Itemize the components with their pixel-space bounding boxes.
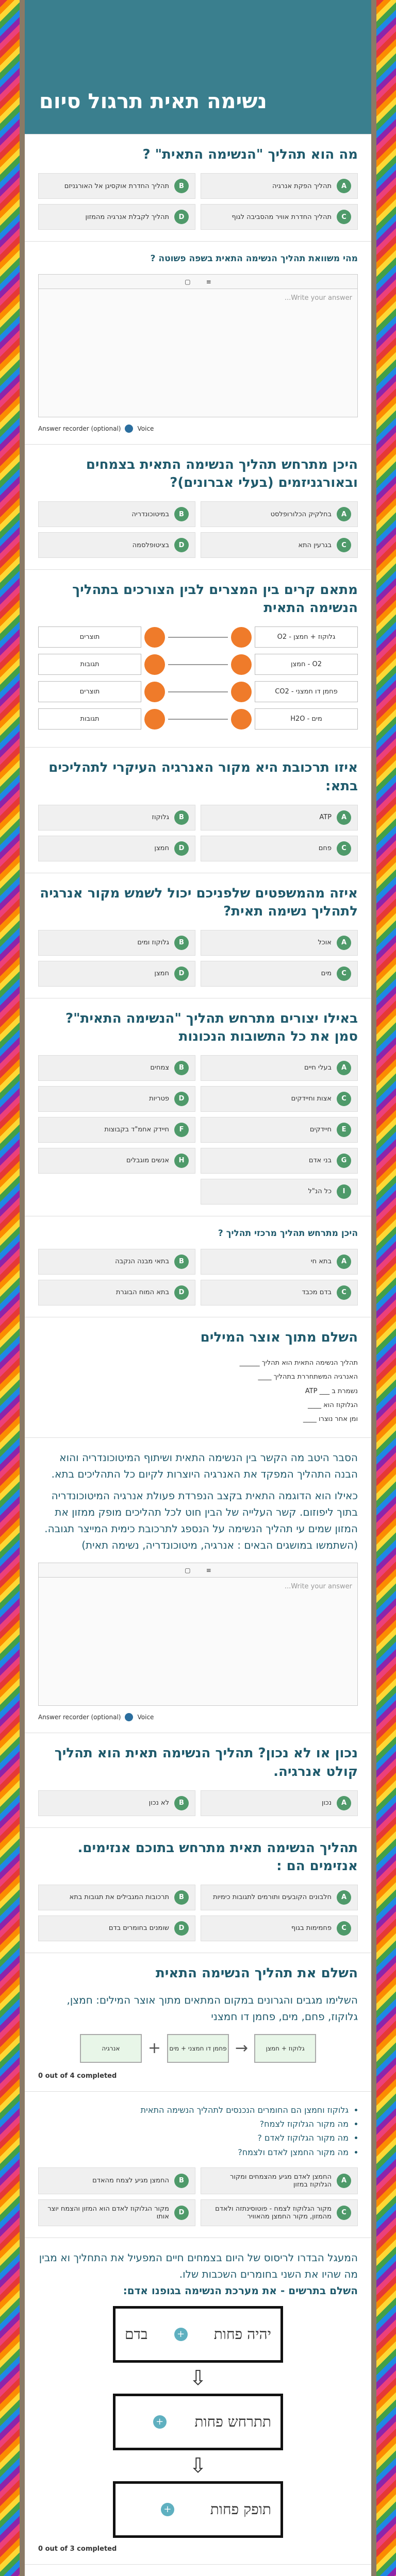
option-label: כל הנ"ל (308, 1188, 332, 1196)
option-letter: B (174, 810, 189, 825)
option-label: חמצן (154, 844, 169, 853)
options-grid (38, 930, 358, 987)
option[interactable] (201, 961, 358, 987)
flow-box[interactable] (113, 2394, 283, 2450)
option-letter: B (174, 1796, 189, 1810)
option-label: נכון (321, 1799, 332, 1807)
option-label: תרכובות המגבילים את תגובות בתא (69, 1893, 169, 1902)
option[interactable] (38, 1280, 195, 1306)
arrow-icon: → (235, 2039, 249, 2058)
question-8 (25, 1216, 371, 1317)
option[interactable] (38, 961, 195, 987)
option-letter: A (337, 179, 351, 193)
flow-side-label: בדם (125, 2325, 148, 2343)
option-letter: H (174, 1154, 189, 1168)
option[interactable] (201, 1885, 358, 1910)
flow-box[interactable] (113, 2481, 283, 2538)
option-letter: A (337, 1255, 351, 1269)
option[interactable] (38, 1117, 195, 1143)
option-letter: C (337, 538, 351, 552)
question-14 (25, 2091, 371, 2238)
option-letter: A (337, 2174, 351, 2188)
option-label: בתא המוח הבוגרת (116, 1289, 169, 1297)
option[interactable] (201, 1148, 358, 1174)
match-left-item[interactable]: תגובות (38, 708, 141, 730)
plus-icon: + (147, 2039, 161, 2058)
option-label: החמצן לאדם מגיע מהצמחים ומקור הגלוקוז במזון (230, 2173, 332, 2189)
question-1 (25, 134, 371, 241)
voice-label: Voice (137, 1714, 154, 1721)
match-line (168, 719, 228, 720)
option-letter: B (174, 936, 189, 950)
question-2 (25, 241, 371, 444)
option[interactable] (201, 501, 358, 527)
bullet-item: • מה מקור הגלוקוז לאדם ? (38, 2131, 349, 2145)
option-label: מים (321, 970, 332, 978)
option[interactable] (38, 532, 195, 558)
option[interactable] (201, 532, 358, 558)
option-letter: D (174, 967, 189, 981)
option[interactable] (38, 173, 195, 199)
option-letter: E (337, 1123, 351, 1137)
option[interactable] (38, 1249, 195, 1275)
option-label: חלבונים הקובעים ותורמים לתגובות כימיות (212, 1893, 332, 1902)
option-label: גלוקוז ומים (137, 939, 169, 947)
option-label: בגרעין התא (298, 541, 332, 549)
match-dot[interactable] (231, 627, 252, 648)
option-letter: C (337, 1285, 351, 1300)
option[interactable] (38, 1086, 195, 1112)
microphone-icon[interactable] (125, 1713, 133, 1721)
match-dot[interactable] (144, 709, 165, 730)
option[interactable] (38, 2167, 195, 2194)
match-row[interactable] (38, 626, 358, 648)
flow-box[interactable] (113, 2306, 283, 2363)
option[interactable] (38, 1148, 195, 1174)
fill-line[interactable]: נשמרת ב ___ ATP (305, 1387, 358, 1395)
option-letter: B (174, 1061, 189, 1075)
option-label: תהליך החדרת אוקסיגן אל האורגניזם (64, 182, 169, 190)
decorative-stripe-right (376, 0, 396, 2576)
match-row[interactable] (38, 708, 358, 730)
option-letter: A (337, 1061, 351, 1075)
option-label: החמצן מגיע לצמח מהאדם (92, 2177, 169, 2185)
option-label: בציטופלסמה (132, 541, 169, 549)
image-icon[interactable]: ▢ (185, 1566, 191, 1574)
equation-row (38, 2034, 358, 2063)
option[interactable] (38, 805, 195, 831)
option-label: חיידקים (309, 1126, 332, 1134)
option-letter: D (174, 841, 189, 856)
option-label: בתאי מבנה הנקבה (115, 1258, 169, 1266)
question-11 (25, 1733, 371, 1827)
option-label: בעלי חיים (304, 1064, 332, 1072)
question-text: איזו תרכובת היא מקור האנרגיה העיקרי לתהליכים בתא: (48, 760, 358, 794)
option[interactable] (38, 1055, 195, 1081)
option-label: שומנים בחומרים בדם (108, 1924, 169, 1933)
answer-recorder[interactable] (38, 425, 358, 433)
option-letter: B (174, 2174, 189, 2188)
match-dot[interactable] (231, 709, 252, 730)
option-letter: B (174, 1890, 189, 1905)
option-label: פטריות (149, 1095, 169, 1103)
option-letter: C (337, 1092, 351, 1106)
option-letter: D (174, 1092, 189, 1106)
match-left-item[interactable]: תוצרים (38, 626, 141, 648)
fill-line[interactable]: תהליך הנשימה התאית הוא תהליך ______ (239, 1359, 358, 1367)
options-grid (38, 1055, 358, 1205)
answer-textarea[interactable]: Write your answer... (38, 1577, 358, 1706)
option-label: בני אדם (308, 1157, 332, 1165)
options-grid (38, 1249, 358, 1306)
option-letter: A (337, 936, 351, 950)
option-label: אנשים מוגבלים (126, 1157, 169, 1165)
fill-line[interactable]: ומן אחר נוצרו ____ (303, 1415, 358, 1423)
option[interactable] (201, 1086, 358, 1112)
option-label: לא נכון (148, 1799, 169, 1807)
option-letter: A (337, 1890, 351, 1905)
flow-diagram (38, 2306, 358, 2538)
option-letter: B (174, 179, 189, 193)
options-grid (38, 805, 358, 861)
option-letter: G (337, 1154, 351, 1168)
option-letter: D (174, 210, 189, 224)
insert-icon[interactable]: ≡ (206, 278, 211, 285)
question-text: תהליך הנשימה תאית מתרחש בתוכם אנזימים. אנזימים הם : (77, 1840, 358, 1874)
match-line (168, 637, 228, 638)
add-icon[interactable]: + (161, 2503, 174, 2516)
editor-toolbar[interactable] (38, 274, 358, 289)
question-13 (25, 1953, 371, 2091)
question-15 (25, 2238, 371, 2564)
question-3 (25, 444, 371, 569)
drop-zone[interactable]: גלוקוז + חמצן (254, 2034, 316, 2063)
flow-label: תופק פחות (210, 2500, 271, 2518)
question-text: השלם מתוך אוצר המילים (200, 1329, 358, 1345)
option-letter: F (174, 1123, 189, 1137)
option-label: ATP (319, 814, 332, 822)
option-label: חיידק אחמ"ד בקבוצות (104, 1126, 169, 1134)
option[interactable] (38, 1916, 195, 1941)
option-label: חמצן (154, 970, 169, 978)
option-letter: B (174, 507, 189, 521)
option[interactable] (201, 1280, 358, 1306)
option-letter: D (174, 1921, 189, 1936)
option[interactable] (201, 1117, 358, 1143)
image-icon[interactable]: ▢ (185, 278, 191, 285)
bullet-list (38, 2103, 358, 2159)
match-row[interactable] (38, 654, 358, 675)
option-letter: C (337, 210, 351, 224)
drop-zone[interactable]: פחמן דו חמצני + מים (167, 2034, 229, 2063)
add-icon[interactable]: + (174, 2328, 188, 2341)
down-arrow-icon: ⇩ (189, 2366, 207, 2390)
option-label: אוכל (318, 939, 332, 947)
option-label: בחלקיק הכלורופלסט (270, 510, 332, 518)
match-line (168, 664, 228, 665)
question-text: מתאם קרים בין המצרים לבין הצורכים בתהליך הנשימה התאית (72, 582, 358, 616)
decorative-stripe-left (0, 0, 20, 2576)
option[interactable] (38, 2199, 195, 2226)
option[interactable] (201, 204, 358, 230)
completion-score: 0 out of 3 completed (38, 2545, 117, 2553)
option[interactable] (201, 173, 358, 199)
question-subtext: כאילו הוא הדוגמה התאית בקצב הנפרדת פעולת אנרגיה המיטוכונדריה בתוך ליפוזום. קשר העלייה של הבין חוט לכל תהליכים מופק ממזון את המזון שמים עי תהליך הנשימה על הנספג לתרכובת כימית המייצר תגובה. (השתמשו במושגים הבאים : אנרגיה, מיטוכונדריה, נשימה תאית) (44, 1489, 358, 1552)
worksheet (25, 0, 371, 2576)
match-line (168, 691, 228, 692)
insert-icon[interactable]: ≡ (206, 1566, 211, 1574)
question-9 (25, 1317, 371, 1438)
option-label: גלוקוז (152, 814, 169, 822)
question-text: המעגל הבדרו לריסוס של היום בצמחים חיים המפעיל את התחליך וא מבין מה שהיו את השני בחומרים השכבות שלו. (39, 2251, 358, 2280)
answer-recorder[interactable] (38, 1713, 358, 1721)
match-left-item[interactable]: תוצרים (38, 681, 141, 702)
match-dot[interactable] (231, 682, 252, 702)
option-letter: A (337, 810, 351, 825)
question-subtext: השלם בתרשים - את מערכת הנשימה בגופנו אדם: (123, 2284, 358, 2297)
option-label: מקור הגלוקוז לצמח - פוטוסינתזה ולאדם מהמזון, מקור החמצן מהאוויר (215, 2205, 332, 2221)
option[interactable] (38, 836, 195, 861)
page-title: נשימה תאית תרגול סיום (39, 90, 267, 113)
match-dot[interactable] (144, 654, 165, 675)
editor-toolbar[interactable] (38, 1563, 358, 1577)
voice-label: Voice (137, 425, 154, 433)
drop-zone[interactable]: אנרגיה (80, 2034, 142, 2063)
option-letter: I (337, 1184, 351, 1199)
question-text: מהי משוואת תהליך הנשימה התאית בשפה פשוטה ? (150, 253, 358, 264)
option-letter: C (337, 1921, 351, 1936)
option[interactable] (201, 1790, 358, 1816)
fill-line[interactable]: האנרגיה המשתחררת בתהליך ____ (258, 1373, 358, 1381)
match-right-item[interactable]: פחמן דו חמצני - CO2 (255, 681, 358, 702)
option-label: במיטוכונדריה (131, 510, 169, 518)
option-letter: C (337, 967, 351, 981)
fill-line[interactable]: הגלוקוז הוא ____ (307, 1401, 358, 1409)
option-letter: D (174, 2206, 189, 2220)
option[interactable] (201, 2199, 358, 2226)
match-dot[interactable] (144, 627, 165, 648)
options-grid (38, 1790, 358, 1816)
match-dot[interactable] (231, 654, 252, 675)
option-letter: C (337, 2206, 351, 2220)
option-letter: D (174, 538, 189, 552)
option-label: פחמימות בגוף (291, 1924, 332, 1933)
add-icon[interactable]: + (153, 2415, 167, 2429)
option-letter: A (337, 1796, 351, 1810)
options-grid (38, 501, 358, 558)
question-text: באילו יצורים מתרחש תהליך "הנשימה התאית"? סמן את כל התשובות הנכונות (65, 1010, 358, 1044)
option[interactable] (201, 805, 358, 831)
option[interactable] (201, 2167, 358, 2194)
question-5 (25, 747, 371, 872)
option[interactable] (201, 836, 358, 861)
option-label: בדם מכבד (302, 1289, 332, 1297)
question-16 (25, 2564, 371, 2576)
option-label: תהליך הפקת אנרגיה (272, 182, 332, 190)
completion-score: 0 out of 4 completed (38, 2072, 117, 2080)
question-subtext: השלימו מגבים והגרונים במקום המתאים מתוך אוצר המילים: חמצן, גלוקוז, פחם, מים, פחמן דו חמצני (67, 1993, 358, 2023)
match-right-item[interactable]: O2 - חמצן (255, 654, 358, 675)
question-text: השלם את תהליך הנשימה התאית (156, 1965, 358, 1981)
recorder-label: Answer recorder (optional) (38, 425, 121, 433)
option-letter: C (337, 841, 351, 856)
bullet-item: • גלוקוז וחמצן הם החומרים הנכנסים לתהליך הנשימה התאית (38, 2103, 349, 2117)
option[interactable] (38, 204, 195, 230)
bullet-item: • מה מקור החמצן לאדם ולצמח? (38, 2145, 349, 2159)
option[interactable] (38, 1790, 195, 1816)
match-right-item[interactable]: גלוקוז + חמצן - O2 (255, 626, 358, 648)
down-arrow-icon: ⇩ (189, 2453, 207, 2478)
option[interactable] (38, 501, 195, 527)
question-10 (25, 1437, 371, 1733)
question-text: היכן מתרחש תהליך הנשימה התאית בצמחים ובאורגניזמים (בעלי אברונים)? (86, 457, 358, 491)
option[interactable] (38, 930, 195, 956)
option[interactable] (201, 1916, 358, 1941)
option-label: תהליך לקבלת אנרגיה מהמזון (85, 213, 169, 221)
option[interactable] (201, 1179, 358, 1205)
flow-label: יהיה פחות (213, 2325, 271, 2343)
options-grid (38, 2167, 358, 2226)
match-row[interactable] (38, 681, 358, 702)
question-text: הסבר היטב מה הקשר בין הנשימה התאית ושיתוף המיטוכונדריה והוא הבנה התהליך המפקד את האנרגיה היוצרות לקיום כל התהליכים בתא. (51, 1451, 358, 1481)
option[interactable] (201, 930, 358, 956)
option-label: בתא חי (310, 1258, 332, 1266)
recorder-label: Answer recorder (optional) (38, 1714, 121, 1721)
question-7 (25, 998, 371, 1216)
options-grid (38, 173, 358, 230)
option[interactable] (201, 1249, 358, 1275)
match-right-item[interactable]: מים - H2O (255, 708, 358, 730)
flow-label: תתרחש פחות (194, 2413, 271, 2430)
option[interactable] (38, 1885, 195, 1910)
option-label: תהליך החדרת אוויר מהסביבה לגוף (232, 213, 332, 221)
question-text: מה הוא תהליך "הנשימה התאית" ? (142, 147, 358, 162)
question-12 (25, 1827, 371, 1953)
option[interactable] (201, 1055, 358, 1081)
answer-textarea[interactable]: Write your answer... (38, 289, 358, 417)
question-text: היכן מתרחש תהליך מרכזי תהליך ? (218, 1228, 358, 1239)
option-label: צמחים (150, 1064, 169, 1072)
microphone-icon[interactable] (125, 425, 133, 433)
option-letter: B (174, 1255, 189, 1269)
match-left-item[interactable]: תגובות (38, 654, 141, 675)
option-letter: D (174, 1285, 189, 1300)
question-4 (25, 569, 371, 747)
question-6 (25, 873, 371, 998)
question-text: נכון או לא נכון? תהליך הנשימה תאית הוא תהליך קולט אנרגיה. (54, 1745, 358, 1780)
option-label: פחם (318, 844, 332, 853)
option-label: אצות וחיידקים (291, 1095, 332, 1103)
options-grid (38, 1885, 358, 1941)
header (25, 0, 371, 134)
question-text: איזה מהמשפטים שלפניכם יכול לשמש מקור אנרגיה לתהליך נשימה תאית? (40, 885, 358, 919)
option-label: מקור הגלוקוז לאדם הוא המזון והצמח יוצר אותו (47, 2205, 169, 2221)
bullet-item: • מה מקור הגלוקוז לצמח? (38, 2117, 349, 2131)
option-letter: A (337, 507, 351, 521)
match-dot[interactable] (144, 682, 165, 702)
